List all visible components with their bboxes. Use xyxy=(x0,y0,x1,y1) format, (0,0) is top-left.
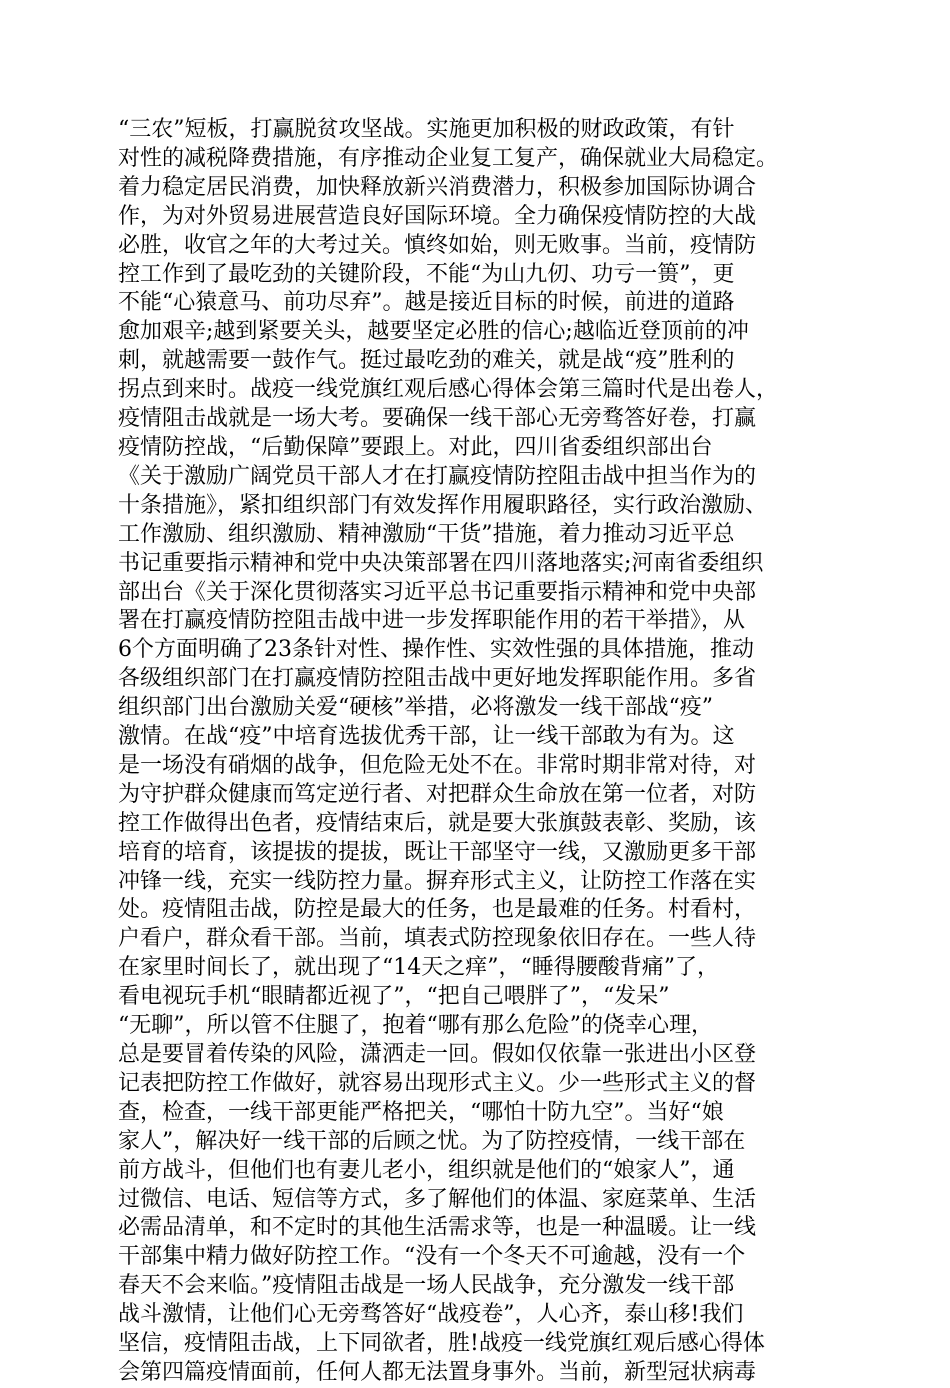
text-line: 总是要冒着传染的风险，潇洒走一回。假如仅依靠一张进出小区登 xyxy=(118,1042,757,1067)
text-line: 组织部门出台激励关爱“硬核”举措，必将激发一线干部战“疫” xyxy=(118,695,713,721)
text-line: 疫情防控战，“后勤保障”要跟上。对此，四川省委组织部出台 xyxy=(118,434,713,460)
document-body-text xyxy=(118,116,832,1388)
text-line: 查，检查，一线干部更能严格把关，“哪怕十防九空”。当好“娘 xyxy=(118,1099,724,1125)
text-line: 培育的培育，该提拔的提拔，既让干部坚守一线，又激励更多干部 xyxy=(118,839,757,865)
text-line: “无聊”，所以管不住腿了，抱着“哪有那么危险”的侥幸心理， xyxy=(118,1013,713,1039)
text-line: 十条措施》，紧扣组织部门有效发挥作用履职路径，实行政治激励、 xyxy=(118,492,768,518)
text-line: 是一场没有硝烟的战争，但危险无处不在。非常时期非常对待，对 xyxy=(118,752,757,778)
text-line: 前方战斗，但他们也有妻儿老小，组织就是他们的“娘家人”，通 xyxy=(118,1157,735,1183)
text-line: 作，为对外贸易进展营造良好国际环境。全力确保疫情防控的大战 xyxy=(118,203,757,229)
text-line: 记表把防控工作做好，就容易出现形式主义。少一些形式主义的督 xyxy=(118,1070,757,1096)
text-line: 家人”，解决好一线干部的后顾之忧。为了防控疫情，一线干部在 xyxy=(118,1128,746,1154)
text-line: 坚信，疫情阻击战，上下同欲者，胜!战疫一线党旗红观后感心得体 xyxy=(118,1331,765,1357)
text-line: 愈加艰辛;越到紧要关头，越要坚定必胜的信心;越临近登顶前的冲 xyxy=(118,319,749,345)
text-line: 过微信、电话、短信等方式，多了解他们的体温、家庭菜单、生活 xyxy=(118,1186,757,1212)
text-line: 不能“心猿意马、前功尽弃”。越是接近目标的时候，前进的道路 xyxy=(118,290,735,316)
text-line: “三农”短板，打赢脱贫攻坚战。实施更加积极的财政政策，有针 xyxy=(118,117,735,142)
text-line: 为守护群众健康而笃定逆行者、对把群众生命放在第一位者，对防 xyxy=(118,781,757,807)
text-line: 看电视玩手机“眼睛都近视了”，“把自己喂胖了”，“发呆” xyxy=(118,984,670,1010)
text-line: 《关于激励广阔党员干部人才在打赢疫情防控阻击战中担当作为的 xyxy=(118,463,757,489)
text-line: 署在打赢疫情防控阻击战中进一步发挥职能作用的若干举措》，从 xyxy=(118,608,746,634)
text-line: 冲锋一线，充实一线防控力量。摒弃形式主义，让防控工作落在实 xyxy=(118,868,757,894)
text-line: 战斗激情，让他们心无旁骛答好“战疫卷”，人心齐，泰山移!我们 xyxy=(118,1302,744,1328)
text-line: 会第四篇疫情面前，任何人都无法置身事外。当前，新型冠状病毒 xyxy=(118,1359,757,1385)
text-line: 必需品清单，和不定时的其他生活需求等，也是一种温暖。让一线 xyxy=(118,1215,757,1241)
text-line: 刺，就越需要一鼓作气。挺过最吃劲的难关，就是战“疫”胜利的 xyxy=(118,348,735,374)
text-line: 对性的减税降费措施，有序推动企业复工复产，确保就业大局稳定。 xyxy=(118,145,779,171)
text-line: 控工作到了最吃劲的关键阶段，不能“为山九仞、功亏一篑”，更 xyxy=(118,261,735,287)
text-line: 各级组织部门在打赢疫情防控阻击战中更好地发挥职能作用。多省 xyxy=(118,666,757,692)
text-line: 在家里时间长了，就出现了“14天之痒”，“睡得腰酸背痛”了， xyxy=(118,955,719,981)
text-line: 工作激励、组织激励、精神激励“干货”措施，着力推动习近平总 xyxy=(118,521,735,547)
document-page xyxy=(118,116,832,1385)
text-line: 拐点到来时。战疫一线党旗红观后感心得体会第三篇时代是出卷人， xyxy=(118,377,779,403)
text-line: 6个方面明确了23条针对性、操作性、实效性强的具体措施，推动 xyxy=(118,637,754,663)
text-line: 书记重要指示精神和党中央决策部署在四川落地落实;河南省委组织 xyxy=(118,550,764,576)
text-line: 必胜，收官之年的大考过关。慎终如始，则无败事。当前，疫情防 xyxy=(118,232,757,258)
text-line: 疫情阻击战就是一场大考。要确保一线干部心无旁骛答好卷，打赢 xyxy=(118,406,757,432)
text-line: 户看户，群众看干部。当前，填表式防控现象依旧存在。一些人待 xyxy=(118,926,757,952)
text-line: 着力稳定居民消费，加快释放新兴消费潜力，积极参加国际协调合 xyxy=(118,174,757,200)
text-line: 控工作做得出色者，疫情结束后，就是要大张旗鼓表彰、奖励，该 xyxy=(118,810,757,836)
text-line: 激情。在战“疫”中培育选拔优秀干部，让一线干部敢为有为。这 xyxy=(118,724,735,750)
text-line: 春天不会来临。”疫情阻击战是一场人民战争，充分激发一线干部 xyxy=(118,1273,735,1299)
text-line: 干部集中精力做好防控工作。“没有一个冬天不可逾越，没有一个 xyxy=(118,1244,746,1270)
text-line: 部出台《关于深化贯彻落实习近平总书记重要指示精神和党中央部 xyxy=(118,579,757,605)
text-line: 处。疫情阻击战，防控是最大的任务，也是最难的任务。村看村， xyxy=(118,897,757,923)
